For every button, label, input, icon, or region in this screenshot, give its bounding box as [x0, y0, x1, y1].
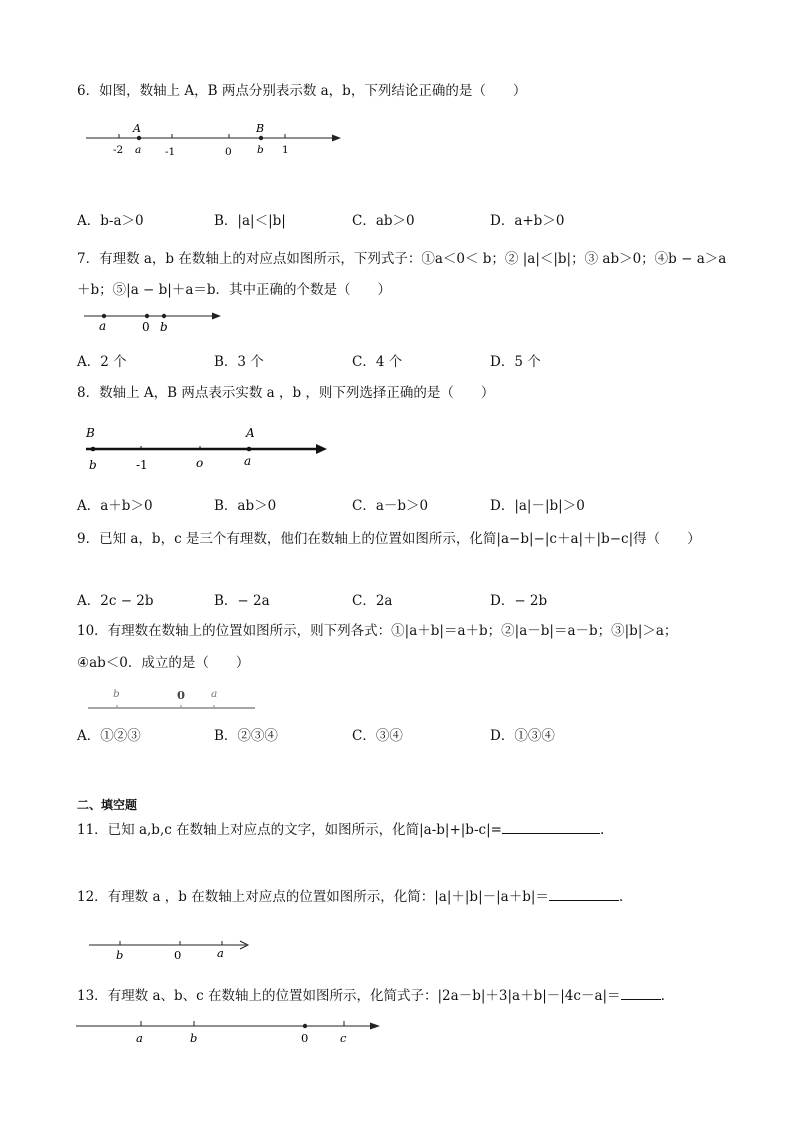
q6-tick-0: 0 — [225, 146, 232, 158]
q7-stem-line2: ＋b；⑤|a − b|＋a＝b．其中正确的个数是（ ） — [77, 282, 392, 298]
q13-end: . — [660, 988, 665, 1004]
q12-label-b: b — [116, 948, 124, 962]
q13-label-b: b — [190, 1031, 198, 1045]
q13-label-c: c — [340, 1031, 347, 1045]
q7-option-b: B．3 个 — [214, 354, 264, 370]
q7-stem-line1: 7．有理数 a，b 在数轴上的对应点如图所示，下列式子：①a＜0＜ b；② |a|＜|b|；③ ab＞0；④b − a＞a — [77, 251, 727, 267]
q6-label-a: a — [135, 144, 142, 156]
q10-option-a: A．①②③ — [77, 728, 141, 744]
q6-tick-neg1: -1 — [165, 146, 176, 158]
q6-stem: 6．如图，数轴上 A，B 两点分别表示数 a，b，下列结论正确的是（ ） — [77, 83, 527, 99]
q12-label-a: a — [217, 946, 224, 960]
q12-answer-blank[interactable] — [549, 900, 619, 901]
q11-answer-blank[interactable] — [502, 833, 600, 834]
q7-option-d: D．5 个 — [490, 354, 541, 370]
q8-point-B: B — [86, 426, 95, 440]
q13-line — [77, 987, 665, 1005]
q8-stem: 8．数轴上 A，B 两点表示实数 a ，b ，则下列选择正确的是（ ） — [77, 385, 495, 401]
q10-option-c: C．③④ — [352, 728, 403, 744]
section-2-title: 二、填空题 — [77, 798, 138, 812]
q6-point-B: B — [256, 122, 265, 135]
q10-stem-line2: ④ab＜0．成立的是（ ） — [77, 655, 250, 671]
q8-option-a: A．a＋b＞0 — [77, 498, 153, 514]
q9-option-d: D．− 2b — [490, 593, 548, 609]
q10-option-d: D．①③④ — [490, 728, 555, 744]
q9-option-a: A．2c − 2b — [77, 593, 154, 609]
q11-end: . — [599, 822, 605, 838]
q7-option-a: A．2 个 — [77, 354, 127, 370]
q6-point-A: A — [133, 122, 141, 135]
q11-line — [77, 821, 604, 839]
q13-stem: 13．有理数 a、b、c 在数轴上的位置如图所示，化简式子：|2a－b|＋3|a＋b|－|4c－a|＝ — [77, 988, 621, 1004]
q6-label-b: b — [257, 144, 264, 156]
q7-label-0: 0 — [142, 320, 150, 334]
q8-label-o: o — [196, 456, 204, 470]
q10-label-b: b — [113, 688, 120, 700]
q8-option-c: C．a－b＞0 — [352, 498, 429, 514]
q9-option-c: C．2a — [352, 593, 393, 609]
q8-point-A: A — [246, 426, 255, 440]
q12-stem: 12．有理数 a ，b 在数轴上对应点的位置如图所示，化简：|a|＋|b|－|a＋b|＝ — [77, 889, 549, 905]
q10-option-b: B．②③④ — [214, 728, 278, 744]
q9-stem: 9．已知 a，b，c 是三个有理数，他们在数轴上的位置如图所示，化简|a−b|−|c＋a|＋|b−c|得（ ） — [77, 531, 701, 547]
q6-option-b: B．|a|＜|b| — [214, 213, 286, 229]
q6-option-a: A．b-a＞0 — [77, 213, 144, 229]
q10-stem-line1: 10．有理数在数轴上的位置如图所示，则下列各式：①|a＋b|＝a＋b；②|a－b|＝a－b；③|b|＞a； — [77, 623, 678, 639]
q8-label-neg1: -1 — [136, 458, 148, 472]
q13-answer-blank[interactable] — [621, 999, 661, 1000]
q12-end: . — [618, 889, 624, 905]
q11-stem: 11．已知 a,b,c 在数轴上对应点的文字，如图所示，化简|a-b|+|b-c|= — [77, 822, 502, 838]
q10-label-a: a — [211, 688, 218, 700]
q6-option-c: C．ab＞0 — [352, 213, 415, 229]
q8-option-d: D．|a|－|b|＞0 — [490, 498, 585, 514]
q12-line — [77, 888, 623, 906]
q13-label-a: a — [136, 1031, 143, 1045]
q8-label-b: b — [89, 458, 97, 472]
q6-tick-1: 1 — [282, 144, 289, 156]
q6-tick-neg2: -2 — [113, 144, 124, 156]
q13-label-0: 0 — [301, 1031, 309, 1045]
q8-label-a: a — [244, 454, 252, 468]
q7-label-b: b — [160, 320, 168, 334]
q12-label-0: 0 — [174, 948, 182, 962]
q9-option-b: B．− 2a — [214, 593, 270, 609]
q6-option-d: D．a+b＞0 — [490, 213, 565, 229]
q10-label-0: 0 — [177, 688, 186, 702]
q8-option-b: B．ab＞0 — [214, 498, 277, 514]
q7-label-a: a — [99, 319, 107, 333]
q7-option-c: C．4 个 — [352, 354, 403, 370]
